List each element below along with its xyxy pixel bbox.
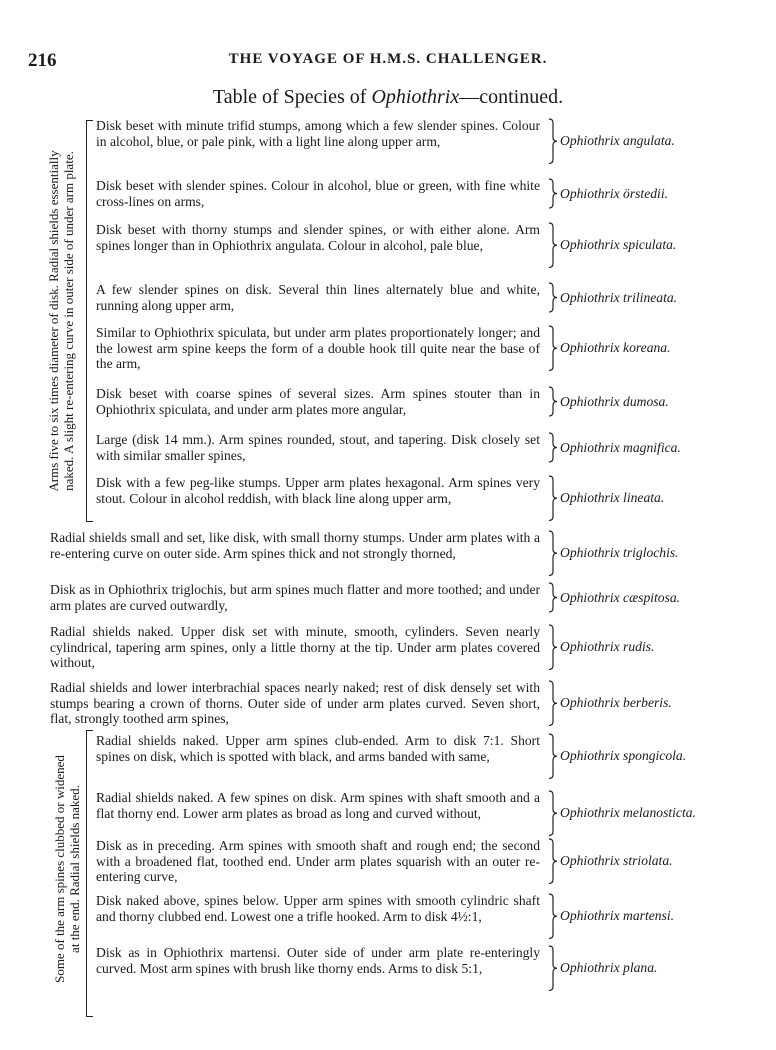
right-brace	[548, 432, 558, 463]
group-label-3-line2: at the end. Radial shields naked.	[67, 785, 82, 953]
right-brace	[548, 178, 558, 209]
species-name: Ophiothrix rudis.	[560, 639, 655, 655]
species-entry	[96, 325, 776, 372]
right-brace	[548, 530, 558, 577]
table-title	[0, 86, 776, 109]
right-brace	[548, 386, 558, 417]
right-brace	[548, 475, 558, 522]
right-brace	[548, 118, 558, 165]
page-number: 216	[28, 50, 57, 71]
species-entry	[96, 475, 776, 522]
species-entry	[96, 282, 776, 313]
species-name: Ophiothrix striolata.	[560, 853, 673, 869]
entry-description: Disk with a few peg-like stumps. Upper arm plates hexagonal. Arm spines very stout. Colour in alcohol reddish, with black line along upper arm,	[96, 475, 540, 506]
entry-description: Disk naked above, spines below. Upper arm spines with smooth cylindric shaft and thorny clubbed end. Lowest one a trifle hooked. Arm to disk 4½:1,	[96, 893, 540, 924]
species-entry	[96, 838, 776, 885]
species-name: Ophiothrix örstedii.	[560, 185, 668, 201]
species-name: Ophiothrix magnifica.	[560, 439, 681, 455]
species-entry	[50, 530, 770, 577]
table-title-suffix: —continued.	[459, 86, 564, 108]
table-title-genus: Ophiothrix	[371, 86, 460, 108]
species-entry	[96, 386, 776, 417]
entry-description: Disk as in Ophiothrix triglochis, but arm spines much flatter and more toothed; and under arm plates are curved outwardly,	[50, 582, 540, 613]
species-entry	[50, 624, 770, 671]
species-name: Ophiothrix dumosa.	[560, 393, 669, 409]
entry-description: Radial shields naked. A few spines on disk. Arm spines with shaft smooth and a flat thorny end. Lower arm plates as broad as long and curved without,	[96, 790, 540, 821]
right-brace	[548, 222, 558, 269]
entry-description: Large (disk 14 mm.). Arm spines rounded, stout, and tapering. Disk closely set with similar smaller spines,	[96, 432, 540, 463]
right-brace	[548, 838, 558, 885]
species-name: Ophiothrix cæspitosa.	[560, 589, 681, 605]
entry-description: Disk as in Ophiothrix martensi. Outer side of under arm plate re-enteringly curved. Most arm spines with brush like thorny ends. Arms to disk 5:1,	[96, 945, 540, 976]
entry-description: Similar to Ophiothrix spiculata, but under arm plates proportionately longer; and the lowest arm spine keeps the form of a double hook till quite near the base of the arm,	[96, 325, 540, 371]
species-name: Ophiothrix trilineata.	[560, 289, 678, 305]
right-brace	[548, 893, 558, 940]
species-entry	[96, 432, 776, 463]
species-name: Ophiothrix spongicola.	[560, 748, 687, 764]
entry-description: A few slender spines on disk. Several thin lines alternately blue and white, running along upper arm,	[96, 282, 540, 313]
species-entry	[96, 790, 776, 837]
species-name: Ophiothrix martensi.	[560, 908, 675, 924]
running-head: THE VOYAGE OF H.M.S. CHALLENGER.	[228, 51, 548, 67]
species-name: Ophiothrix spiculata.	[560, 237, 677, 253]
species-name: Ophiothrix triglochis.	[560, 545, 679, 561]
species-entry	[96, 733, 776, 780]
species-entry	[96, 893, 776, 940]
right-brace	[548, 582, 558, 613]
group-label-3	[52, 724, 84, 1014]
entry-description: Radial shields naked. Upper disk set with minute, smooth, cylinders. Seven nearly cylindrical, tapering arm spines, only a little thorny at the tip. Under arm plates covered without,	[50, 624, 540, 670]
right-brace	[548, 790, 558, 837]
right-brace	[548, 945, 558, 992]
species-name: Ophiothrix lineata.	[560, 490, 665, 506]
species-entry	[50, 680, 770, 727]
species-entry	[50, 582, 770, 613]
group-label-1-line1: Arms five to six times diameter of disk. Radial shields essentially	[46, 150, 61, 492]
species-entry	[96, 222, 776, 269]
species-name: Ophiothrix berberis.	[560, 695, 672, 711]
entry-description: Disk beset with coarse spines of several sizes. Arm spines stouter than in Ophiothrix spiculata, and under arm plates more angular,	[96, 386, 540, 417]
entry-description: Disk beset with thorny stumps and slender spines, or with either alone. Arm spines longer than in Ophiothrix angulata. Colour in alcohol, pale blue,	[96, 222, 540, 253]
group-bracket-3	[86, 730, 93, 1017]
entry-description: Disk beset with slender spines. Colour in alcohol, blue or green, with fine white cross-lines on arms,	[96, 178, 540, 209]
right-brace	[548, 282, 558, 313]
entry-description: Disk beset with minute trifid stumps, among which a few slender spines. Colour in alcohol, blue, or pale pink, with a light line along upper arm,	[96, 118, 540, 149]
group-bracket-1	[86, 120, 93, 522]
species-entry	[96, 945, 776, 992]
right-brace	[548, 733, 558, 780]
entry-description: Radial shields and lower interbrachial spaces nearly naked; rest of disk densely set with stumps bearing a crown of thorns. Outer side of under arm plates curved. Seven short, flat, strongly toothed arm spines,	[50, 680, 540, 726]
species-entry	[96, 118, 776, 165]
group-label-1-line2: naked. A slight re-entering curve in outer side of under arm plate.	[61, 151, 76, 491]
right-brace	[548, 325, 558, 372]
species-entry	[96, 178, 776, 209]
entry-description: Radial shields naked. Upper arm spines club-ended. Arm to disk 7:1. Short spines on disk, which is spotted with black, and arms banded with same,	[96, 733, 540, 764]
entry-description: Disk as in preceding. Arm spines with smooth shaft and rough end; the second with a broadened flat, toothed end. Under arm plates squarish with an outer re-entering curve,	[96, 838, 540, 884]
group-label-1	[46, 121, 78, 521]
entry-description: Radial shields small and set, like disk, with small thorny stumps. Under arm plates with a re-entering curve on outer side. Arm spines thick and not strongly thorned,	[50, 530, 540, 561]
table-title-prefix: Table of Species of	[212, 86, 372, 108]
group-label-3-line1: Some of the arm spines clubbed or widened	[52, 755, 67, 983]
species-name: Ophiothrix melanosticta.	[560, 805, 696, 821]
right-brace	[548, 624, 558, 671]
species-name: Ophiothrix angulata.	[560, 133, 675, 149]
species-name: Ophiothrix koreana.	[560, 340, 671, 356]
right-brace	[548, 680, 558, 727]
species-name: Ophiothrix plana.	[560, 960, 658, 976]
